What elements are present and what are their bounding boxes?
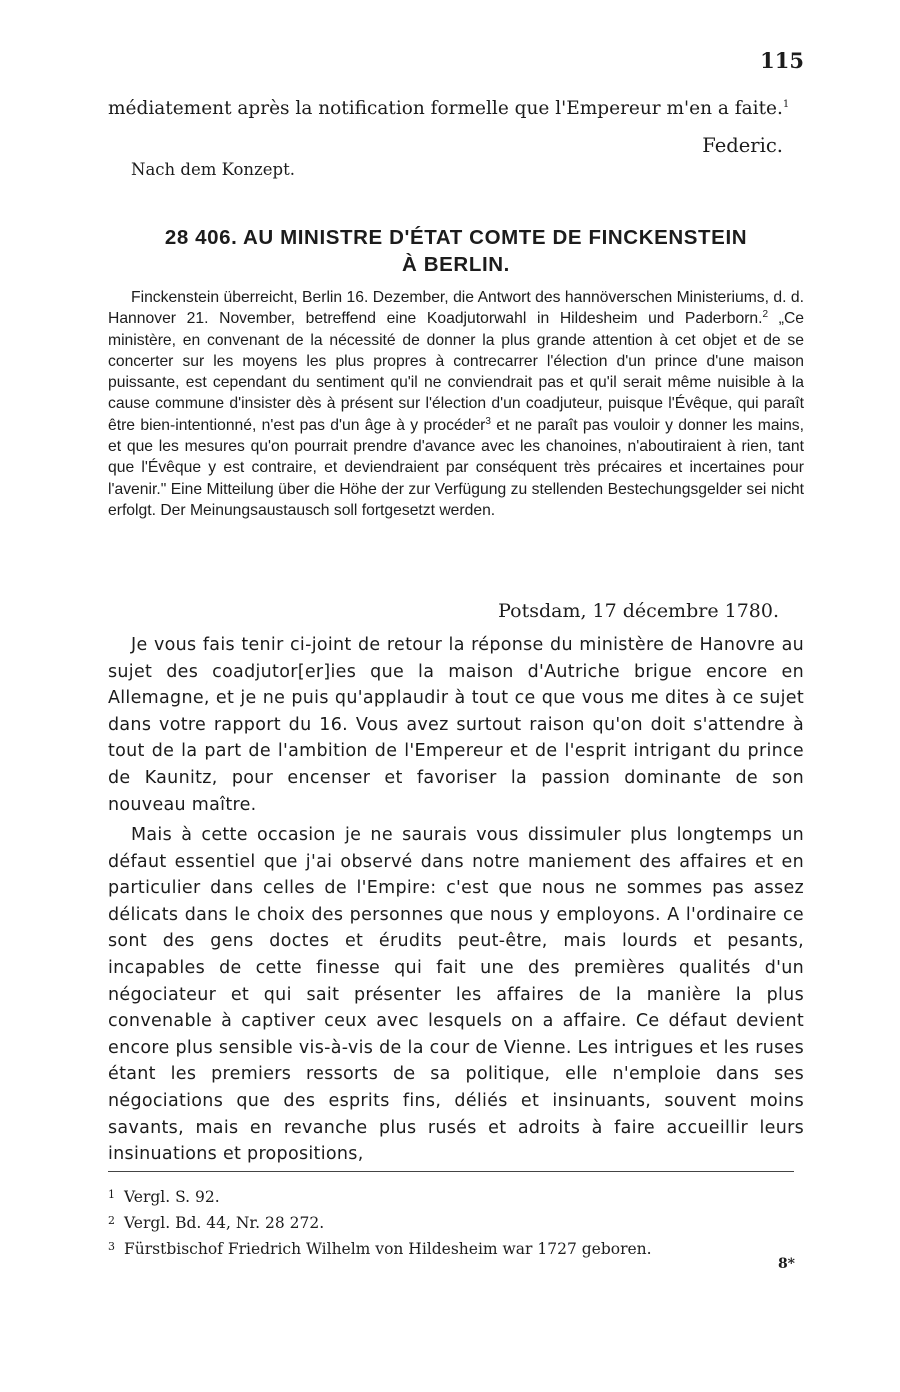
signature: Federic.: [702, 134, 783, 157]
source-note: Nach dem Konzept.: [131, 160, 295, 179]
summary-part-a: Finckenstein überreicht, Berlin 16. Dezember, die Antwort des hannöverschen Ministeriums, d. d. Hannover 21. November, betreffend eine Koadjutorwahl in Hildesheim und Paderborn.: [108, 289, 804, 328]
footnote-ref-1: 1: [782, 98, 790, 110]
footnote-mark: 1: [108, 1188, 115, 1201]
summary-part-c: et ne paraît pas vouloir y donner les mains, et que les mesures qu'on pourrait prendre d'avance avec les chanoines, n'aboutiraient à rien, tant que l'Évêque y est contraire, et deviendraient par conséquent très précaires et incertaines pour l'avenir." Eine Mitteilung über die Höhe der zur Verfügung zu stellenden Bestechungsgelder sei nicht erfolgt. Der Meinungsaustausch soll fortgesetzt werden.: [108, 416, 804, 519]
letter-paragraph-1: Je vous fais tenir ci-joint de retour la réponse du ministère de Hanovre au sujet des coadjutor[er]ies que la maison d'Autriche brigue encore en Allemagne, et je ne puis qu'applaudir à tout ce que vous me dites à ce sujet dans votre rapport du 16. Vous avez surtout raison qu'on doit s'attendre à tout de la part de l'ambition de l'Empereur et de l'esprit intrigant du prince de Kaunitz, pour encenser et favoriser la passion dominante de son nouveau maître.: [108, 635, 804, 815]
footnote-text: Fürstbischof Friedrich Wilhelm von Hildesheim war 1727 geboren.: [124, 1240, 652, 1258]
document-summary: [108, 287, 804, 521]
continuation-text: [108, 96, 804, 122]
continuation-body: médiatement après la notification formelle que l'Empereur m'en a faite.: [108, 98, 783, 119]
document-heading: [108, 224, 804, 278]
heading-line-2: À BERLIN.: [402, 253, 510, 276]
summary-part-b: „Ce ministère, en convenant de la nécessité de donner la plus grande attention à cet objet et de se concerter sur les moyens les plus propres à contrecarrer l'élection d'un prince d'une maison puissante, est cependant du sentiment qu'il ne conviendrait pas et qu'il serait même nuisible à la cause commune d'insister dès à présent sur l'élection d'un coadjuteur, puisque l'Évêque, qui paraît être bien-intentionné, n'est pas d'un âge à y procéder: [108, 310, 804, 434]
printer-signature-mark: 8*: [777, 1256, 795, 1272]
footnote-3: [108, 1235, 804, 1261]
footnote-ref-3: 3: [485, 415, 491, 427]
letter-paragraph-2: Mais à cette occasion je ne saurais vous dissimuler plus longtemps un défaut essentiel que j'ai observé dans notre maniement des affaires et en particulier dans celles de l'Empire: c'est que nous ne sommes pas assez délicats dans le choix des personnes que nous y employons. A l'ordinaire ce sont des gens doctes et érudits peut-être, mais lourds et pesants, incapables de cette finesse qui fait une des premières qualités d'un négociateur et qui sait présenter les affaires de la manière la plus convenable à captiver ceux avec lesquels on a affaire. Ce défaut devient encore plus sensible vis-à-vis de la cour de Vienne. Les intrigues et les ruses étant les premiers ressorts de sa politique, elle n'emploie dans ses négociations que des esprits fins, déliés et insinuants, souvent moins savants, mais en revanche plus rusés et adroits à faire accueillir leurs insinuations et propositions,: [108, 825, 804, 1165]
footnote-text: Vergl. S. 92.: [124, 1188, 220, 1206]
footnote-text: Vergl. Bd. 44, Nr. 28 272.: [124, 1214, 325, 1232]
footnote-ref-2: 2: [762, 309, 769, 321]
footnote-2: [108, 1209, 804, 1235]
footnote-mark: 3: [108, 1240, 115, 1253]
footnote-mark: 2: [108, 1214, 115, 1227]
dateline: Potsdam, 17 décembre 1780.: [498, 600, 779, 622]
footnotes: [108, 1183, 804, 1261]
footnote-divider: [108, 1171, 794, 1172]
footnote-1: [108, 1183, 804, 1209]
heading-line-1: 28 406. AU MINISTRE D'ÉTAT COMTE DE FINCKENSTEIN: [164, 226, 748, 249]
page-number: 115: [760, 48, 804, 73]
